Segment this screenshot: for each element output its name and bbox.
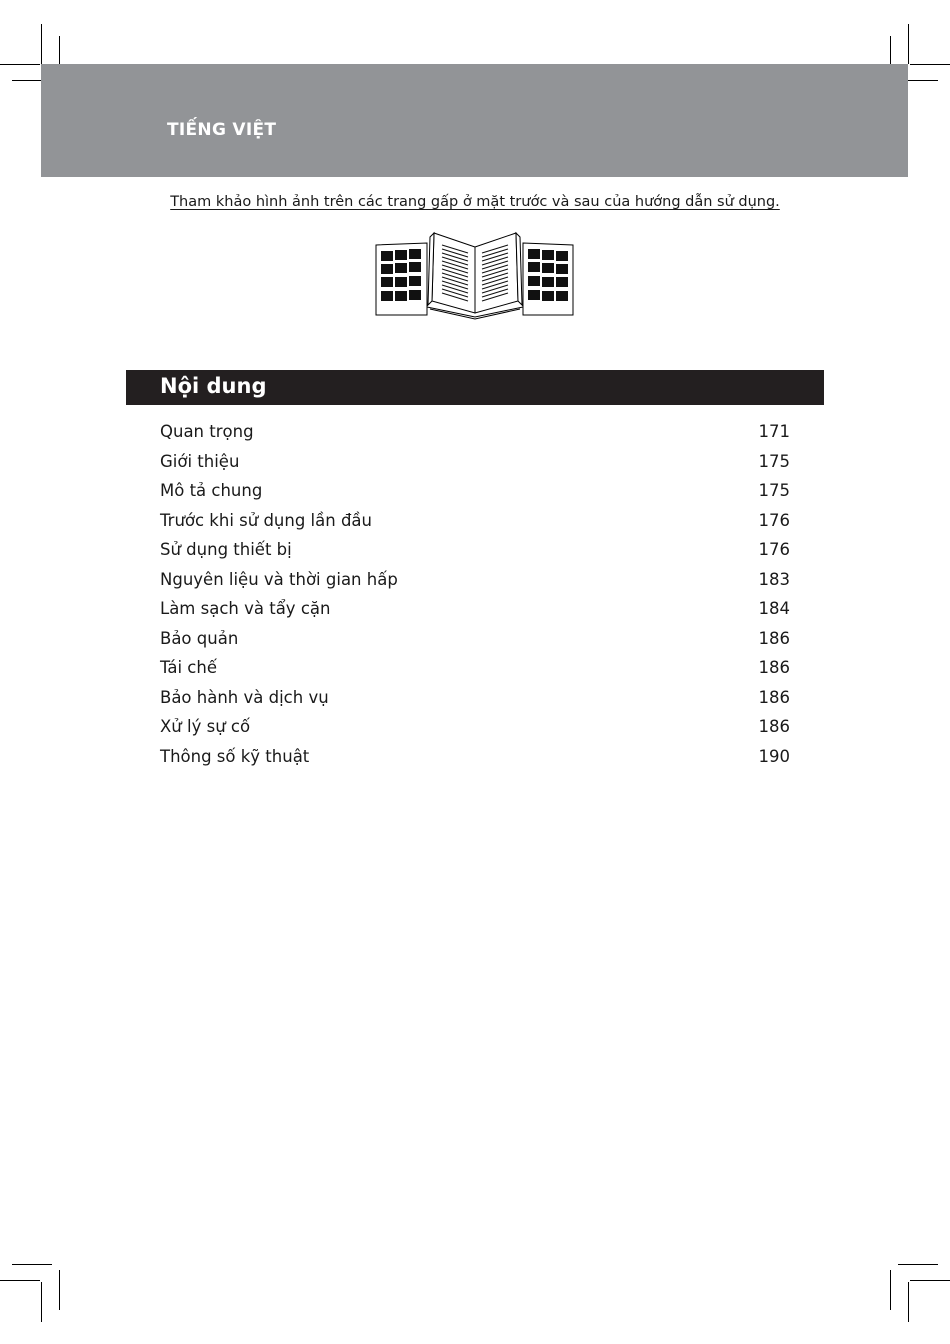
toc-entry[interactable]	[160, 658, 790, 688]
toc-entry-page: 171	[758, 422, 790, 441]
crop-mark	[908, 24, 909, 64]
crop-mark	[59, 1270, 60, 1310]
toc-entry-label: Thông số kỹ thuật	[160, 746, 310, 766]
toc-entry[interactable]	[160, 747, 790, 777]
toc-entry-page: 190	[758, 746, 790, 766]
language-header-band	[41, 64, 908, 177]
toc-entry[interactable]	[160, 688, 790, 718]
toc-entry[interactable]	[160, 511, 790, 541]
toc-entry-page: 175	[758, 481, 790, 500]
toc-entry[interactable]	[160, 629, 790, 659]
crop-mark	[41, 1282, 42, 1322]
open-booklet-icon	[374, 229, 576, 321]
toc-entry[interactable]	[160, 570, 790, 600]
toc-entry-page: 175	[758, 451, 790, 471]
toc-entry-label: Trước khi sử dụng lần đầu	[160, 510, 372, 530]
toc-entry-label: Làm sạch và tẩy cặn	[160, 599, 331, 618]
toc-entry[interactable]	[160, 540, 790, 570]
crop-mark	[898, 1264, 938, 1265]
toc-entry-label: Nguyên liệu và thời gian hấp	[160, 569, 398, 589]
toc-entry-page: 186	[758, 717, 790, 736]
toc-entry-page: 184	[758, 599, 790, 618]
reference-note-text: Tham khảo hình ảnh trên các trang gấp ở mặt trước và sau của hướng dẫn sử dụng.	[170, 194, 780, 210]
toc-entry-label: Tái chế	[160, 658, 217, 677]
toc-entry-label: Quan trọng	[160, 422, 254, 441]
crop-mark	[12, 1264, 52, 1265]
crop-mark	[910, 64, 950, 65]
toc-entry[interactable]	[160, 452, 790, 482]
toc-entry-page: 176	[758, 510, 790, 530]
toc-entry-label: Bảo quản	[160, 628, 239, 648]
crop-mark	[41, 24, 42, 64]
toc-entry[interactable]	[160, 422, 790, 452]
toc-entry[interactable]	[160, 717, 790, 747]
toc-title: Nội dung	[160, 374, 267, 398]
toc-entry-page: 186	[758, 658, 790, 677]
crop-mark	[910, 1280, 950, 1281]
toc-entry-page: 183	[758, 569, 790, 589]
toc-entry-label: Bảo hành và dịch vụ	[160, 687, 329, 707]
toc-list	[160, 422, 790, 776]
reference-note	[0, 194, 950, 210]
toc-entry-label: Mô tả chung	[160, 481, 263, 500]
crop-mark	[890, 1270, 891, 1310]
crop-mark	[0, 1280, 40, 1281]
toc-entry-page: 186	[758, 628, 790, 648]
toc-heading-bar	[126, 370, 824, 405]
toc-entry[interactable]	[160, 481, 790, 511]
toc-entry-page: 186	[758, 687, 790, 707]
toc-entry[interactable]	[160, 599, 790, 629]
toc-entry-label: Xử lý sự cố	[160, 717, 251, 736]
crop-mark	[0, 64, 40, 65]
toc-entry-page: 176	[758, 540, 790, 559]
toc-entry-label: Sử dụng thiết bị	[160, 540, 292, 559]
crop-mark	[908, 1282, 909, 1322]
toc-entry-label: Giới thiệu	[160, 451, 240, 471]
language-title: TIẾNG VIỆT	[167, 120, 277, 140]
